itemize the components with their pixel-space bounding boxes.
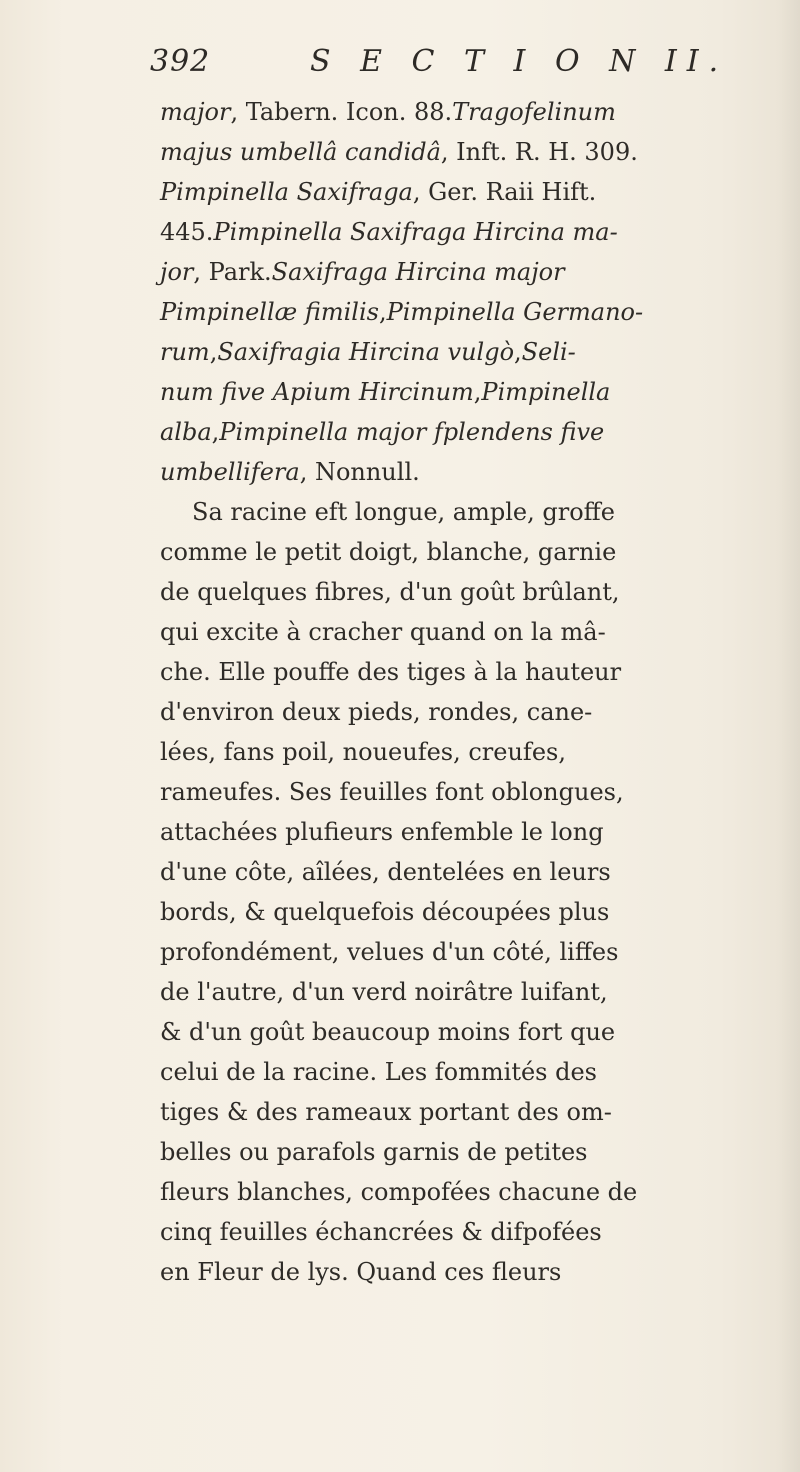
- page-number: 392: [150, 44, 211, 79]
- text-run: cinq feuilles échancrées & difpofées: [160, 1218, 602, 1246]
- italic-text-run: majus umbellâ candidâ: [160, 138, 441, 166]
- text-run: lées, fans poil, noueufes, creufes,: [160, 738, 566, 766]
- text-line: [160, 932, 780, 972]
- body-text: [160, 92, 780, 1292]
- text-line: [160, 372, 780, 412]
- text-run: comme le petit doigt, blanche, garnie: [160, 538, 617, 566]
- text-line: [160, 652, 780, 692]
- text-run: bords, & quelquefois découpées plus: [160, 898, 610, 926]
- text-run: ,: [514, 338, 522, 366]
- italic-text-run: Pimpinella Germano-: [386, 298, 644, 326]
- text-line: [160, 732, 780, 772]
- text-run: en Fleur de lys. Quand ces fleurs: [160, 1258, 562, 1286]
- text-run: ,: [473, 378, 482, 406]
- text-run: fleurs blanches, compofées chacune de: [160, 1178, 638, 1206]
- text-run: , Nonnull.: [299, 458, 420, 486]
- text-run: d'une côte, aîlées, dentelées en leurs: [160, 858, 611, 886]
- text-run: rameufes. Ses feuilles font oblongues,: [160, 778, 624, 806]
- text-run: qui excite à cracher quand on la mâ-: [160, 618, 606, 646]
- text-run: attachées plufieurs enfemble le long: [160, 818, 604, 846]
- italic-text-run: Saxifragia Hircina vulgò: [217, 338, 515, 366]
- text-line: [160, 332, 780, 372]
- text-line: [160, 1212, 780, 1252]
- text-run: ,: [209, 338, 218, 366]
- text-line: [160, 292, 780, 332]
- italic-text-run: num five Apium Hircinum: [160, 378, 474, 406]
- text-run: 445.: [160, 218, 214, 246]
- italic-text-run: Pimpinella Saxifraga: [160, 178, 413, 206]
- text-line: [160, 812, 780, 852]
- italic-text-run: Pimpinellæ fimilis: [160, 298, 379, 326]
- text-line: [160, 212, 780, 252]
- text-run: tiges & des rameaux portant des om-: [160, 1098, 612, 1126]
- text-line: [160, 532, 780, 572]
- text-run: Sa racine eft longue, ample, groffe: [192, 498, 615, 526]
- text-run: celui de la racine. Les fommités des: [160, 1058, 597, 1086]
- text-line: [160, 252, 780, 292]
- italic-text-run: Seli-: [521, 338, 576, 366]
- text-run: d'environ deux pieds, rondes, cane-: [160, 698, 593, 726]
- italic-text-run: rum: [160, 338, 210, 366]
- text-line: [160, 612, 780, 652]
- italic-text-run: Pimpinella major fplendens five: [219, 418, 605, 446]
- text-line: [160, 492, 780, 532]
- text-line: [160, 572, 780, 612]
- text-line: [160, 172, 780, 212]
- text-run: & d'un goût beaucoup moins fort que: [160, 1018, 616, 1046]
- text-run: , Tabern. Icon. 88.: [230, 98, 453, 126]
- text-run: de quelques fibres, d'un goût brûlant,: [160, 578, 620, 606]
- text-run: ,: [211, 418, 220, 446]
- text-run: , Inft. R. H. 309.: [440, 138, 638, 166]
- page-edge-shadow: [778, 0, 800, 1472]
- italic-text-run: Pimpinella: [481, 378, 611, 406]
- page-header: [150, 42, 729, 92]
- text-line: [160, 1132, 780, 1172]
- text-line: [160, 772, 780, 812]
- text-run: ,: [378, 298, 387, 326]
- text-line: [160, 132, 780, 172]
- text-line: [160, 92, 780, 132]
- italic-text-run: umbellifera: [160, 458, 300, 486]
- italic-text-run: Tragofelinum: [452, 98, 616, 126]
- text-line: [160, 1172, 780, 1212]
- text-line: [160, 972, 780, 1012]
- text-run: profondément, velues d'un côté, liffes: [160, 938, 619, 966]
- italic-text-run: jor: [160, 258, 194, 286]
- text-line: [160, 1012, 780, 1052]
- text-run: , Ger. Raii Hift.: [412, 178, 597, 206]
- text-line: [160, 452, 780, 492]
- italic-text-run: major: [160, 98, 231, 126]
- italic-text-run: Saxifraga Hircina major: [271, 258, 565, 286]
- text-line: [160, 852, 780, 892]
- text-run: , Park.: [193, 258, 272, 286]
- text-line: [160, 692, 780, 732]
- italic-text-run: Pimpinella Saxifraga Hircina ma-: [213, 218, 618, 246]
- text-run: belles ou parafols garnis de petites: [160, 1138, 588, 1166]
- text-line: [160, 1252, 780, 1292]
- text-run: de l'autre, d'un verd noirâtre luifant,: [160, 978, 608, 1006]
- text-run: che. Elle pouffe des tiges à la hauteur: [160, 658, 622, 686]
- text-line: [160, 1052, 780, 1092]
- text-line: [160, 412, 780, 452]
- italic-text-run: alba: [160, 418, 212, 446]
- text-line: [160, 1092, 780, 1132]
- section-title: S E C T I O N II.: [310, 44, 729, 79]
- text-line: [160, 892, 780, 932]
